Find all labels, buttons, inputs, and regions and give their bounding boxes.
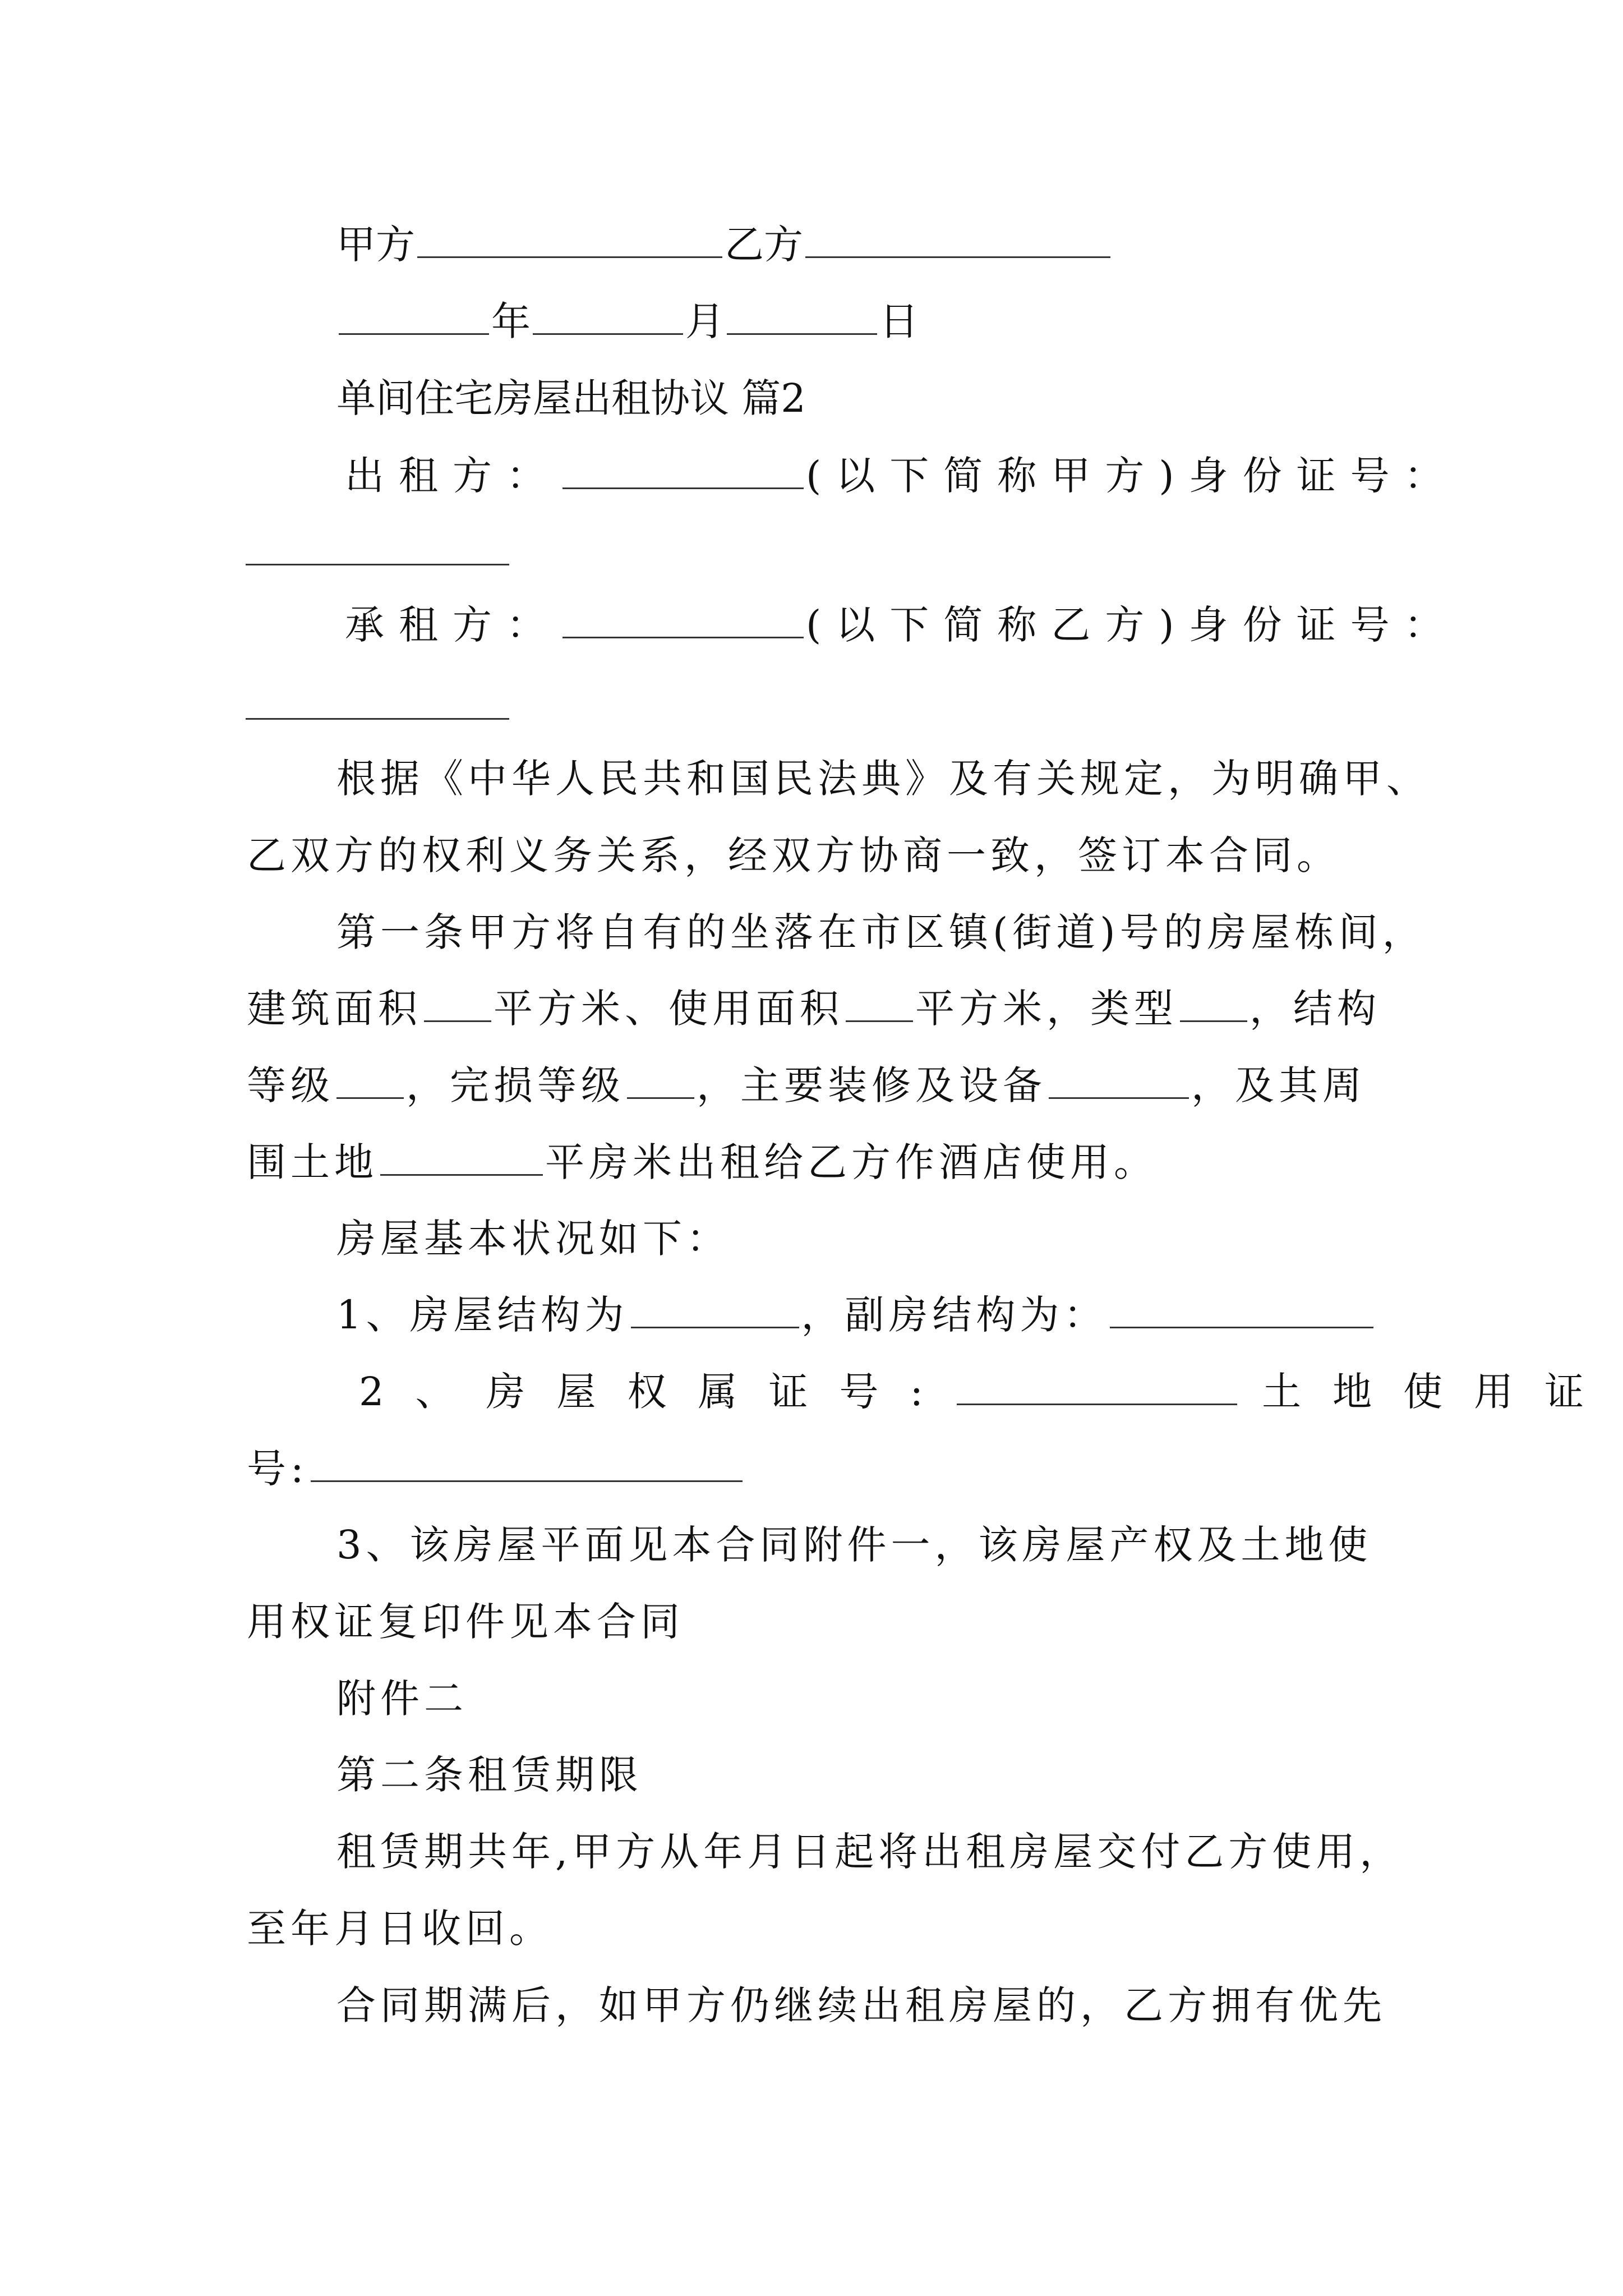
building-area-blank (424, 986, 491, 1022)
item1-text: 1、房屋结构为 (336, 1292, 629, 1338)
lessee-label: 承租方： (345, 602, 560, 648)
article1-line-1: 第一条甲方将自有的坐落在市区镇(街道)号的房屋栋间， (336, 909, 1426, 955)
article1-text: ，主要装修及设备 (697, 1062, 1046, 1108)
party-b-blank (805, 222, 1110, 258)
land-area-blank (380, 1139, 543, 1176)
lessor-id-blank (246, 564, 509, 565)
lessor-line (345, 449, 1458, 503)
item3-line-1: 3、该房屋平面见本合同附件一，该房屋产权及土地使 (336, 1522, 1372, 1568)
basis-line-1: 根据《中华人民共和国民法典》及有关规定，为明确甲、 (336, 756, 1430, 802)
article2-line-1: 租赁期共年,甲方从年月日起将出租房屋交付乙方使用， (336, 1829, 1404, 1875)
lessee-line (345, 598, 1458, 652)
article1-text: 平房米出租给乙方作酒店使用。 (545, 1139, 1158, 1185)
article2-line-2: 至年月日收回。 (247, 1906, 553, 1952)
article1-line-2 (247, 982, 1381, 1036)
year-blank (339, 298, 489, 335)
article1-line-4 (247, 1135, 1158, 1189)
lessor-suffix: (以下简称甲方)身份证号： (806, 453, 1458, 499)
party-b-label: 乙方 (725, 222, 803, 268)
lessee-suffix: (以下简称乙方)身份证号： (806, 602, 1458, 648)
article1-text: ，完损等级 (406, 1062, 625, 1108)
item1-line (336, 1288, 1376, 1342)
item2-text: 土地使用证 (1262, 1369, 1616, 1415)
party-a-blank (417, 222, 722, 258)
item1-text: ，副房结构为： (801, 1292, 1108, 1338)
article1-text: 建筑面积 (247, 986, 422, 1032)
basis-line-2: 乙双方的权利义务关系，经双方协商一致，签订本合同。 (247, 832, 1340, 878)
year-label: 年 (491, 298, 531, 344)
date-line (336, 295, 919, 348)
article1-text: 平方米、使用面积 (494, 986, 843, 1032)
item2-text: 2、房屋权属证号: (359, 1369, 955, 1415)
lessee-id-blank (246, 718, 509, 720)
lessor-name-blank (562, 453, 804, 489)
structure-blank (631, 1292, 799, 1328)
article1-text: 围土地 (247, 1139, 378, 1185)
property-cert-blank (957, 1369, 1237, 1405)
renewal-line: 合同期满后，如甲方仍继续出租房屋的，乙方拥有优先 (336, 1982, 1386, 2028)
article1-text: ，及其周 (1191, 1062, 1366, 1108)
party-a-label: 甲方 (336, 222, 415, 268)
day-label: 日 (879, 298, 919, 344)
structure-grade-blank (336, 1062, 404, 1099)
secondary-structure-blank (1110, 1292, 1373, 1328)
item3-line-2: 用权证复印件见本合同 (247, 1599, 684, 1645)
usable-area-blank (846, 986, 913, 1022)
land-cert-blank (311, 1446, 743, 1482)
article2-title: 第二条租赁期限 (336, 1752, 643, 1798)
item2-continued (247, 1442, 745, 1496)
signature-line (336, 218, 1113, 272)
day-blank (727, 298, 877, 335)
article1-text: 等级 (247, 1062, 334, 1108)
month-label: 月 (685, 298, 725, 344)
type-blank (1180, 986, 1247, 1022)
equipment-blank (1049, 1062, 1189, 1099)
item2-text: 号: (247, 1446, 308, 1492)
status-title: 房屋基本状况如下： (336, 1216, 730, 1262)
article1-text: ，结构 (1249, 986, 1381, 1032)
month-blank (533, 298, 683, 335)
lessor-label: 出租方： (345, 453, 560, 499)
section-title: 单间住宅房屋出租协议 篇2 (336, 375, 806, 421)
lessee-name-blank (562, 602, 804, 638)
article1-line-3 (247, 1059, 1366, 1112)
damage-grade-blank (627, 1062, 694, 1099)
article1-text: 平方米，类型 (915, 986, 1178, 1032)
item2-line (359, 1365, 1615, 1419)
attachment-two: 附件二 (336, 1676, 468, 1722)
